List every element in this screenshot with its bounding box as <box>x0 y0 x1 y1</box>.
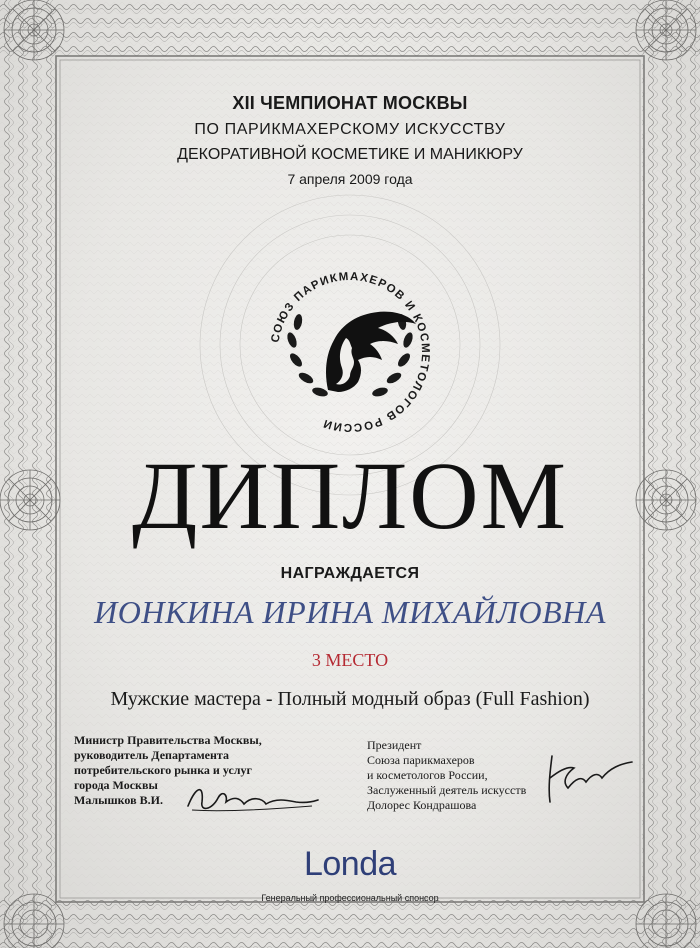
signatory-left-line: потребительского рынка и услуг <box>74 763 252 777</box>
signature-left-icon <box>182 776 322 818</box>
signatory-right-line: Заслуженный деятель искусств <box>367 783 527 797</box>
sponsor-logo: Londa <box>303 845 397 883</box>
signatory-left-line: Малышков В.И. <box>74 793 163 807</box>
sponsor-caption: Генеральный профессиональный спонсор <box>261 893 439 903</box>
signatory-right-line: Союза парикмахеров <box>367 753 475 767</box>
signature-right-icon <box>540 748 640 810</box>
signatory-left-line: города Москвы <box>74 778 158 792</box>
signatory-right-line: Долорес Кондрашова <box>367 798 477 812</box>
recipient-name: ИОНКИНА ИРИНА МИХАЙЛОВНА <box>94 594 606 630</box>
emblem-ring-text: СОЮЗ ПАРИКМАХЕРОВ И КОСМЕТОЛОГОВ РОССИИ <box>269 270 432 432</box>
championship-subtitle-2: ДЕКОРАТИВНОЙ КОСМЕТИКЕ И МАНИКЮРУ <box>177 146 523 163</box>
signatory-left-line: руководитель Департамента <box>74 748 229 762</box>
diploma-title: ДИПЛОМ <box>132 442 568 549</box>
event-date: 7 апреля 2009 года <box>287 171 413 187</box>
championship-title: XII ЧЕМПИОНАТ МОСКВЫ <box>232 93 468 113</box>
category-label: Мужские мастера - Полный модный образ (Full Fashion) <box>110 688 590 710</box>
signatory-right-block <box>367 738 557 813</box>
awarded-label: НАГРАЖДАЕТСЯ <box>280 565 420 582</box>
championship-subtitle-1: ПО ПАРИКМАХЕРСКОМУ ИСКУССТВУ <box>194 121 506 138</box>
signatory-right-line: и косметологов России, <box>367 768 488 782</box>
signatory-left-line: Министр Правительства Москвы, <box>74 733 262 747</box>
union-emblem <box>258 262 442 432</box>
place-label: 3 МЕСТО <box>311 650 389 670</box>
signatory-right-line: Президент <box>367 738 422 752</box>
